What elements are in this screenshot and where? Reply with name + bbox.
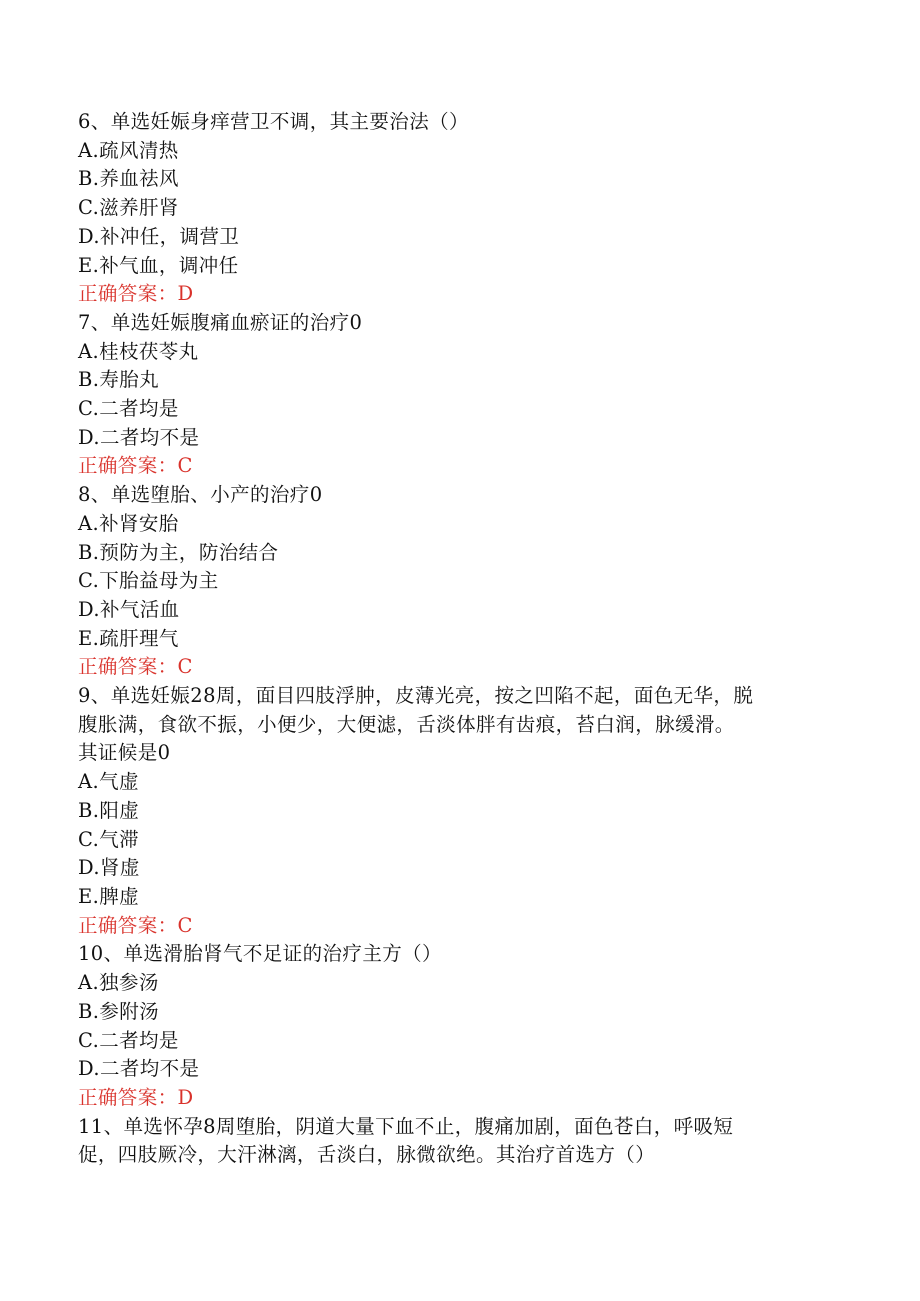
option-e: E.疏肝理气 [78,626,179,650]
correct-answer: 正确答案：C [78,454,193,478]
question-stem-continued: 其证候是0 [78,741,171,765]
question-block [78,309,838,481]
option-c: C.下胎益母为主 [78,569,219,593]
option-d: D.肾虚 [78,856,140,880]
question-document [78,108,838,1170]
option-b: B.预防为主，防治结合 [78,540,279,564]
option-c: C.二者均是 [78,1028,179,1052]
question-block [78,940,838,1112]
question-stem-continued: 腹胀满，食欲不振，小便少，大便滤，舌淡体胖有齿痕，苔白润，脉缓滑。 [78,712,735,736]
option-a: A.疏风清热 [78,138,179,162]
option-d: D.补气活血 [78,597,180,621]
question-stem: 10、单选滑胎肾气不足证的治疗主方（） [78,942,442,966]
option-a: A.气虚 [78,770,139,794]
option-d: D.二者均不是 [78,1057,200,1081]
option-d: D.补冲任，调营卫 [78,224,240,248]
option-d: D.二者均不是 [78,425,200,449]
question-stem: 8、单选堕胎、小产的治疗0 [78,483,323,507]
question-stem: 6、单选妊娠身痒营卫不调，其主要治法（） [78,110,469,133]
question-stem-continued: 促，四肢厥冷，大汗淋漓，舌淡白，脉微欲绝。其治疗首选方（） [78,1143,656,1167]
option-c: C.滋养肝肾 [78,196,179,220]
option-c: C.气滞 [78,827,140,851]
option-b: B.阳虚 [78,798,140,822]
correct-answer: 正确答案：D [78,1085,194,1109]
option-a: A.独参汤 [78,971,159,995]
question-block [78,682,838,940]
option-e: E.脾虚 [78,884,140,908]
option-a: A.桂枝茯苓丸 [78,339,199,363]
correct-answer: 正确答案：D [78,282,194,306]
correct-answer: 正确答案：C [78,913,193,937]
option-b: B.寿胎丸 [78,368,160,392]
option-b: B.养血祛风 [78,167,179,191]
option-a: A.补肾安胎 [78,511,179,535]
question-block [78,1113,838,1170]
option-e: E.补气血，调冲任 [78,253,239,277]
question-block [78,108,838,309]
option-c: C.二者均是 [78,397,179,421]
question-block [78,481,838,682]
option-b: B.参附汤 [78,999,160,1023]
question-stem: 11、单选怀孕8周堕胎，阴道大量下血不止，腹痛加剧，面色苍白，呼吸短 [78,1114,734,1138]
question-stem: 7、单选妊娠腹痛血瘀证的治疗0 [78,310,363,334]
correct-answer: 正确答案：C [78,655,193,679]
question-stem: 9、单选妊娠28周，面目四肢浮肿，皮薄光亮，按之凹陷不起，面色无华，脱 [78,684,754,708]
